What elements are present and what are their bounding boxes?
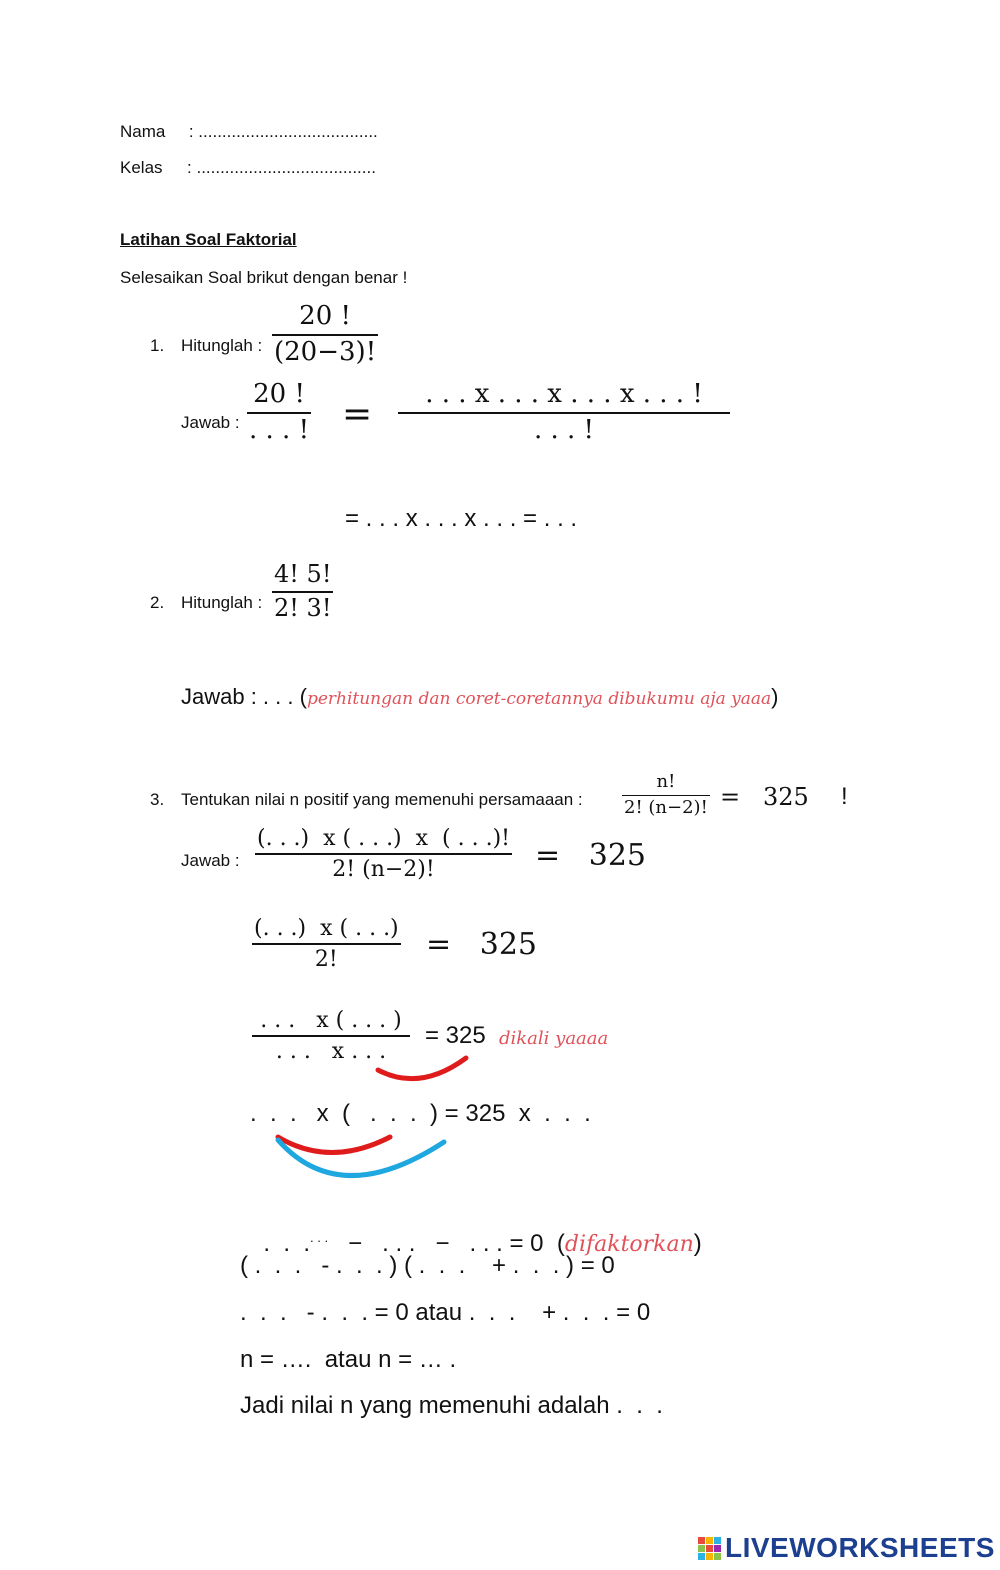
q3-step9[interactable]: Jadi nilai n yang memenuhi adalah . . . [240,1392,663,1419]
q3-step1-den: 2! (n−2)! [332,857,435,883]
q3-step1-num[interactable]: (. . .) x ( . . .) x ( . . .)! [257,826,510,851]
q3-step5-note: difaktorkan [564,1232,694,1257]
nama-blank[interactable]: ...................................... [198,122,378,141]
logo-grid-icon [698,1537,721,1560]
q3-step2-num[interactable]: (. . .) x ( . . .) [254,916,399,941]
fraction-bar [252,1035,410,1037]
kelas-row [120,158,376,178]
logo-grid-cell [698,1545,705,1552]
q3-step4[interactable]: . . . x ( . . . ) = 325 x . . . [250,1100,591,1127]
q1-rhs-num[interactable]: . . . x . . . x . . . x . . . ! [425,379,703,409]
fraction-bar [272,334,378,336]
q1-rhs-fraction [398,380,730,446]
q3-number: 3. [150,790,165,809]
logo-wordmark: LIVEWORKSHEETS [725,1532,995,1563]
red-curve-step4 [278,1137,390,1153]
q3-eq-num: n! [656,771,676,792]
q3-step5-rest[interactable]: − . . . − . . . = 0 ( [348,1230,565,1257]
q3-step1-rhs: = 325 [535,838,647,873]
logo-grid-cell [706,1545,713,1552]
q2-jawab[interactable]: Jawab : . . . ( [181,684,307,709]
fraction-bar [255,853,512,855]
q3-jawab-label: Jawab : [181,851,240,870]
q3-prompt: Tentukan nilai n positif yang memenuhi persamaaan : [181,790,583,809]
q1-jawab-label: Jawab : [181,413,240,432]
logo-grid-cell [706,1537,713,1544]
q3-eq-rhs: = 325 [720,783,809,811]
q3-eq-fraction [622,772,710,818]
kelas-label: Kelas [120,158,163,177]
fraction-bar [622,795,710,796]
q1-ans-num[interactable]: 20 ! [253,379,305,409]
q1-equals: = [342,394,373,435]
q3-step3-note: dikali yaaaa [499,1028,609,1049]
q3-step5-close: ) [693,1230,702,1257]
instruction-text: Selesaikan Soal brikut dengan benar ! [120,268,408,287]
q1-number: 1. [150,336,165,355]
q2-note: perhitungan dan coret-coretannya dibukumu aja yaaa [306,689,772,709]
q2-number: 2. [150,593,165,612]
q1-answer-fraction [247,380,311,446]
fraction-bar [247,412,311,414]
q3-step7[interactable]: . . . - . . . = 0 atau . . . + . . . = 0 [240,1299,651,1326]
q1-rhs-den[interactable]: . . . ! [533,414,595,445]
q3-eq-den: 2! (n−2)! [624,796,708,818]
q3-step3-num[interactable]: . . . x ( . . . ) [260,1008,402,1033]
fraction-bar [398,412,730,414]
nama-colon: : [188,122,194,141]
q3-step3-rhs: = 325 [425,1022,486,1049]
q1-frac-num: 20 ! [299,301,351,331]
logo-grid-cell [714,1553,721,1560]
q3-step6[interactable]: ( . . . - . . . ) ( . . . + . . . ) = 0 [240,1252,615,1279]
q1-fraction [272,302,378,368]
nama-label: Nama [120,122,166,141]
liveworksheets-logo [698,1532,995,1564]
q1-frac-den: (20−3)! [274,336,377,367]
q3-step3-fraction [252,1008,410,1065]
fraction-bar [272,591,333,593]
logo-grid-cell [698,1537,705,1544]
q2-prompt: Hitunglah : [181,593,263,612]
q3-step5 [250,1202,702,1258]
q3-step5-lhs[interactable]: . . . [263,1230,311,1257]
q3-step8[interactable]: n = …. atau n = … . [240,1346,457,1373]
q2-fraction [272,561,333,622]
q2-frac-den: 2! 3! [274,593,332,622]
q2-close: ) [771,684,779,709]
q3-step3-den[interactable]: . . . x . . . [275,1039,387,1065]
fraction-bar [252,943,401,945]
q2-answer-row [181,684,779,710]
q3-step5-sup[interactable]: . . . [310,1230,329,1245]
blue-curve-step4 [278,1140,444,1176]
q3-exclaim: ! [841,783,848,810]
q1-line2[interactable]: = . . . x . . . x . . . = . . . [345,505,578,532]
q1-ans-den[interactable]: . . . ! [249,414,310,445]
logo-grid-cell [698,1553,705,1560]
kelas-blank[interactable]: ...................................... [196,158,376,177]
q3-step1-fraction [255,826,512,883]
logo-grid-cell [706,1553,713,1560]
logo-grid-cell [714,1537,721,1544]
page-title: Latihan Soal Faktorial [120,230,297,249]
logo-grid-cell [714,1545,721,1552]
kelas-colon: : [187,158,192,177]
q3-step2-rhs: = 325 [426,927,538,962]
nama-row [120,122,378,142]
q3-step2-den: 2! [314,947,338,973]
q3-step2-fraction [252,916,401,973]
q2-frac-num: 4! 5! [274,560,332,588]
q1-prompt: Hitunglah : [181,336,263,355]
